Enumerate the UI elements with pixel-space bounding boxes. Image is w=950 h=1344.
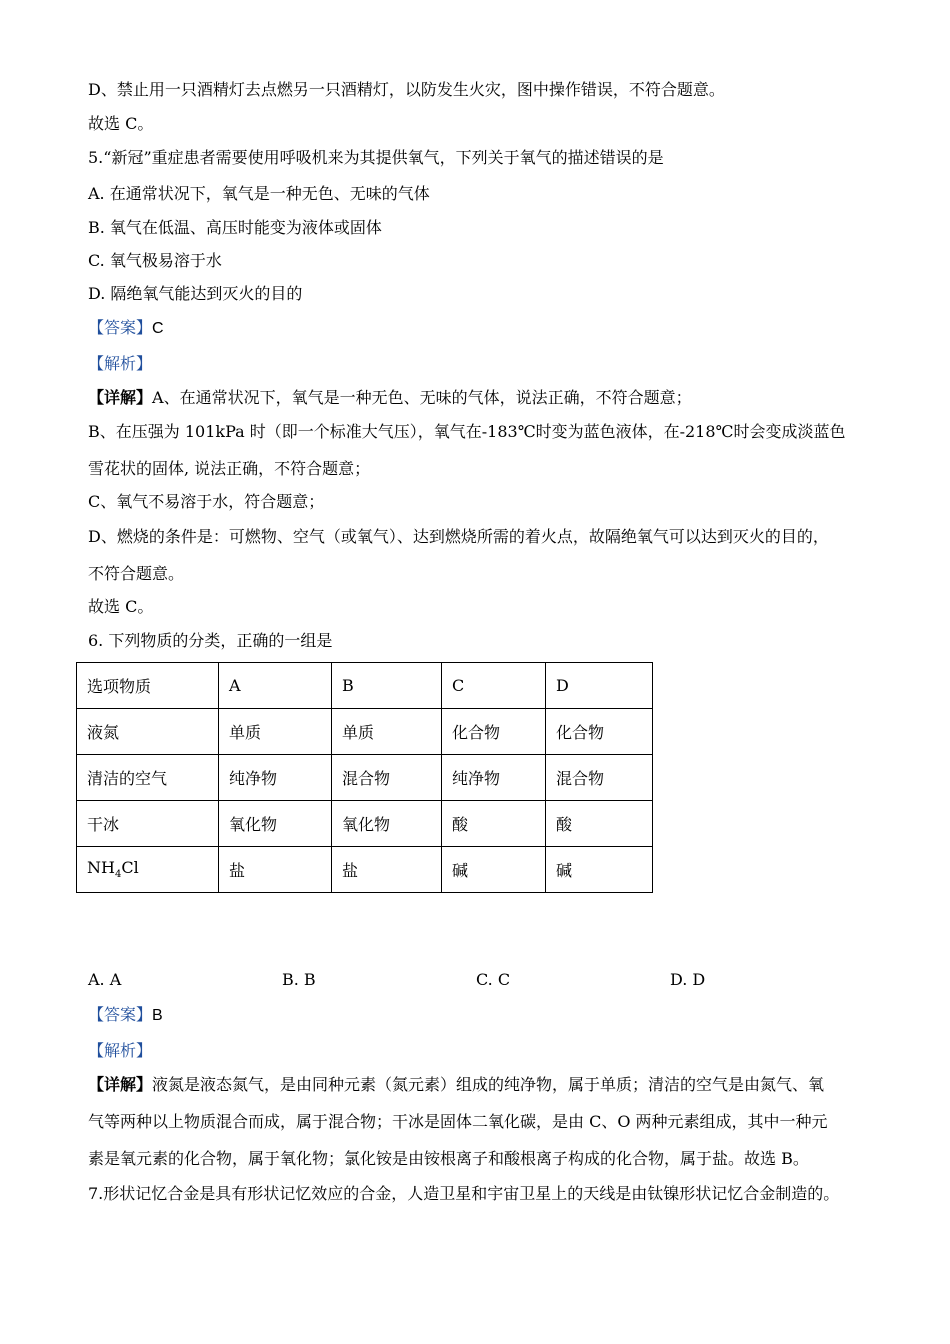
table-cell: 混合物 (332, 755, 442, 801)
q5-detail-line-6: 不符合题意。 (88, 564, 185, 583)
table-cell-nh4cl (77, 847, 219, 893)
nh4cl-part-b: Cl (121, 858, 139, 878)
q6-answer-tag: 【答案】 (88, 1005, 153, 1024)
table-cell: 干冰 (77, 801, 219, 847)
q6-detail-text-1: 液氮是液态氮气，是由同种元素（氮元素）组成的纯净物，属于单质；清洁的空气是由氮气、氧 (152, 1075, 825, 1094)
q5-detail-line-1 (88, 388, 692, 408)
q7-stem: 7.形状记忆合金是具有形状记忆效应的合金，人造卫星和宇宙卫星上的天线是由钛镍形状记忆合金制造的。 (88, 1184, 840, 1203)
q5-detail-line-3: 雪花状的固体, 说法正确，不符合题意； (88, 459, 371, 478)
table-row (77, 847, 653, 893)
table-cell: 碱 (546, 847, 653, 893)
table-cell: 纯净物 (219, 755, 332, 801)
table-header-row (77, 663, 653, 709)
q6-analysis-tag: 【解析】 (88, 1041, 153, 1060)
prev-option-d-explanation: D、禁止用一只酒精灯去点燃另一只酒精灯，以防发生火灾，图中操作错误，不符合题意。 (88, 80, 725, 99)
table-cell: 氧化物 (219, 801, 332, 847)
table-row (77, 801, 653, 847)
table-cell: 酸 (546, 801, 653, 847)
table-header-cell: D (546, 663, 653, 709)
q5-answer (88, 318, 164, 339)
q5-detail-tag: 【详解】 (88, 388, 153, 407)
q6-choice-b: B. B (282, 970, 316, 989)
table-row (77, 755, 653, 801)
q6-choice-c: C. C (476, 970, 511, 989)
table-header-cell: B (332, 663, 442, 709)
q5-analysis (88, 354, 152, 374)
q6-detail-line-1 (88, 1075, 824, 1095)
table-cell: 盐 (332, 847, 442, 893)
table-cell: 盐 (219, 847, 332, 893)
nh4cl-subscript: 4 (114, 869, 122, 881)
q6-stem: 6. 下列物质的分类，正确的一组是 (88, 631, 333, 650)
table-cell: 化合物 (442, 709, 546, 755)
table-row (77, 709, 653, 755)
table-cell: 纯净物 (442, 755, 546, 801)
q6-detail-tag: 【详解】 (88, 1075, 153, 1094)
table-cell: 氧化物 (332, 801, 442, 847)
q5-stem: 5.“新冠”重症患者需要使用呼吸机来为其提供氧气，下列关于氧气的描述错误的是 (88, 148, 664, 167)
q6-answer-value: B (152, 1007, 163, 1024)
q6-analysis (88, 1041, 152, 1061)
q5-conclusion: 故选 C。 (88, 597, 154, 616)
q5-detail-line-5: D、燃烧的条件是：可燃物、空气（或氧气）、达到燃烧所需的着火点，故隔绝氧气可以达到灭火的目的， (88, 527, 829, 546)
table-cell: 化合物 (546, 709, 653, 755)
nh4cl-part-a: NH (87, 858, 115, 878)
q6-detail-line-3: 素是氧元素的化合物，属于氧化物；氯化铵是由铵根离子和酸根离子构成的化合物，属于盐。故选 B。 (88, 1149, 809, 1168)
q6-choice-d: D. D (670, 970, 706, 989)
q5-answer-value: C (152, 320, 164, 337)
q6-answer (88, 1005, 163, 1026)
prev-conclusion: 故选 C。 (88, 114, 154, 133)
q5-answer-tag: 【答案】 (88, 318, 153, 337)
q6-choice-a: A. A (88, 970, 122, 989)
q5-option-a: A. 在通常状况下，氧气是一种无色、无味的气体 (88, 184, 430, 203)
table-cell: 单质 (332, 709, 442, 755)
table-cell: 混合物 (546, 755, 653, 801)
table-cell: 单质 (219, 709, 332, 755)
q5-option-c: C. 氧气极易溶于水 (88, 251, 222, 270)
q5-analysis-tag: 【解析】 (88, 354, 153, 373)
table-header-cell: 选项物质 (77, 663, 219, 709)
table-cell: 酸 (442, 801, 546, 847)
q5-option-d: D. 隔绝氧气能达到灭火的目的 (88, 284, 303, 303)
table-cell: 碱 (442, 847, 546, 893)
classification-table (76, 662, 653, 893)
q5-detail-line-4: C、氧气不易溶于水，符合题意； (88, 492, 325, 511)
table-cell: 清洁的空气 (77, 755, 219, 801)
table-header-cell: A (219, 663, 332, 709)
q5-detail-line-2: B、在压强为 101kPa 时（即一个标准大气压），氧气在-183℃时变为蓝色液体，在-218℃时会变成淡蓝色 (88, 422, 846, 441)
q6-detail-line-2: 气等两种以上物质混合而成，属于混合物；干冰是固体二氧化碳，是由 C、O 两种元素组成，其中一种元 (88, 1112, 828, 1131)
q5-option-b: B. 氧气在低温、高压时能变为液体或固体 (88, 218, 382, 237)
table-header-cell: C (442, 663, 546, 709)
table-cell: 液氮 (77, 709, 219, 755)
q5-detail-text-1: A、在通常状况下，氧气是一种无色、无味的气体，说法正确，不符合题意； (152, 388, 692, 407)
